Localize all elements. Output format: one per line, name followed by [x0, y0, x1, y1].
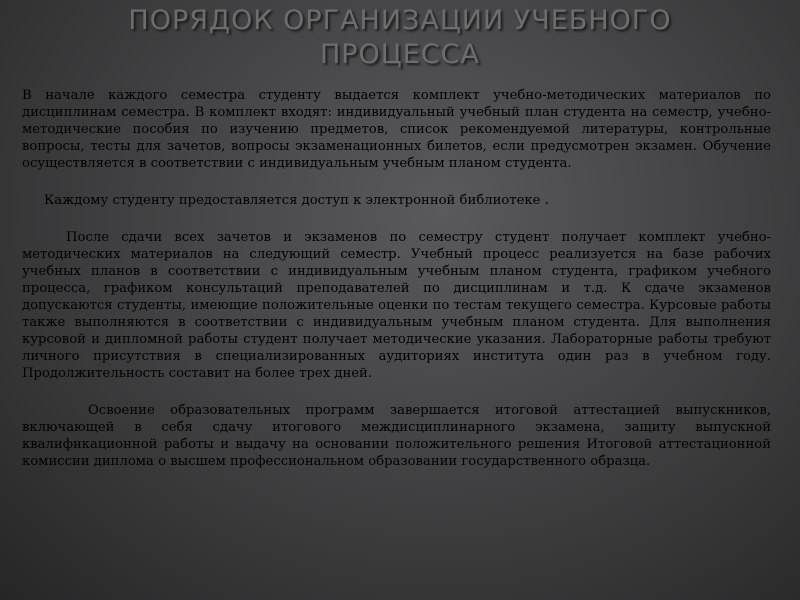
slide-title: ПОРЯДОК ОРГАНИЗАЦИИ УЧЕБНОГО ПРОЦЕССА [128, 5, 672, 70]
paragraph-library-access: Каждому студенту предоставляется доступ к электронной библиотеке . [44, 193, 549, 208]
slide-body [22, 87, 771, 470]
paragraph-final-certification: Освоение образовательных программ завершается итоговой аттестацией выпускников, включающей в себя сдачу итогового междисциплинарного экзамена, защиту выпускной квалификационной работы и выдачу на основании положительного решения Итоговой аттестационной комиссии диплома о высшем профессиональном образовании государственного образца. [22, 403, 771, 469]
paragraph-semester-materials: В начале каждого семестра студенту выдается комплект учебно-методических материалов по дисциплинам семестра. В комплект входят: индивидуальный учебный план студента на семестр, учебно-методические пособия по изучению предметов, список рекомендуемой литературы, контрольные вопросы, тесты для зачетов, вопросы экзаменационных билетов, если предусмотрен экзамен. Обучение осуществляется в соответствии с индивидуальным учебным планом студента. [22, 88, 771, 171]
paragraph-study-process: После сдачи всех зачетов и экзаменов по семестру студент получает комплект учебно-методических материалов на следующий семестр. Учебный процесс реализуется на базе рабочих учебных планов в соответствии с индивидуальным учебным планом студента, графиком учебного процесса, графиком консультаций преподавателей по дисциплинам и т.д. К сдаче экзаменов допускаются студенты, имеющие положительные оценки по тестам текущего семестра. Курсовые работы также выполняются в соответствии с индивидуальным учебным планом студента. Для выполнения курсовой и дипломной работы студент получает методические указания. Лабораторные работы требуют личного присутствия в специализированных аудиториях института один раз в учебном году. Продолжительность составит на более трех дней. [22, 230, 771, 381]
